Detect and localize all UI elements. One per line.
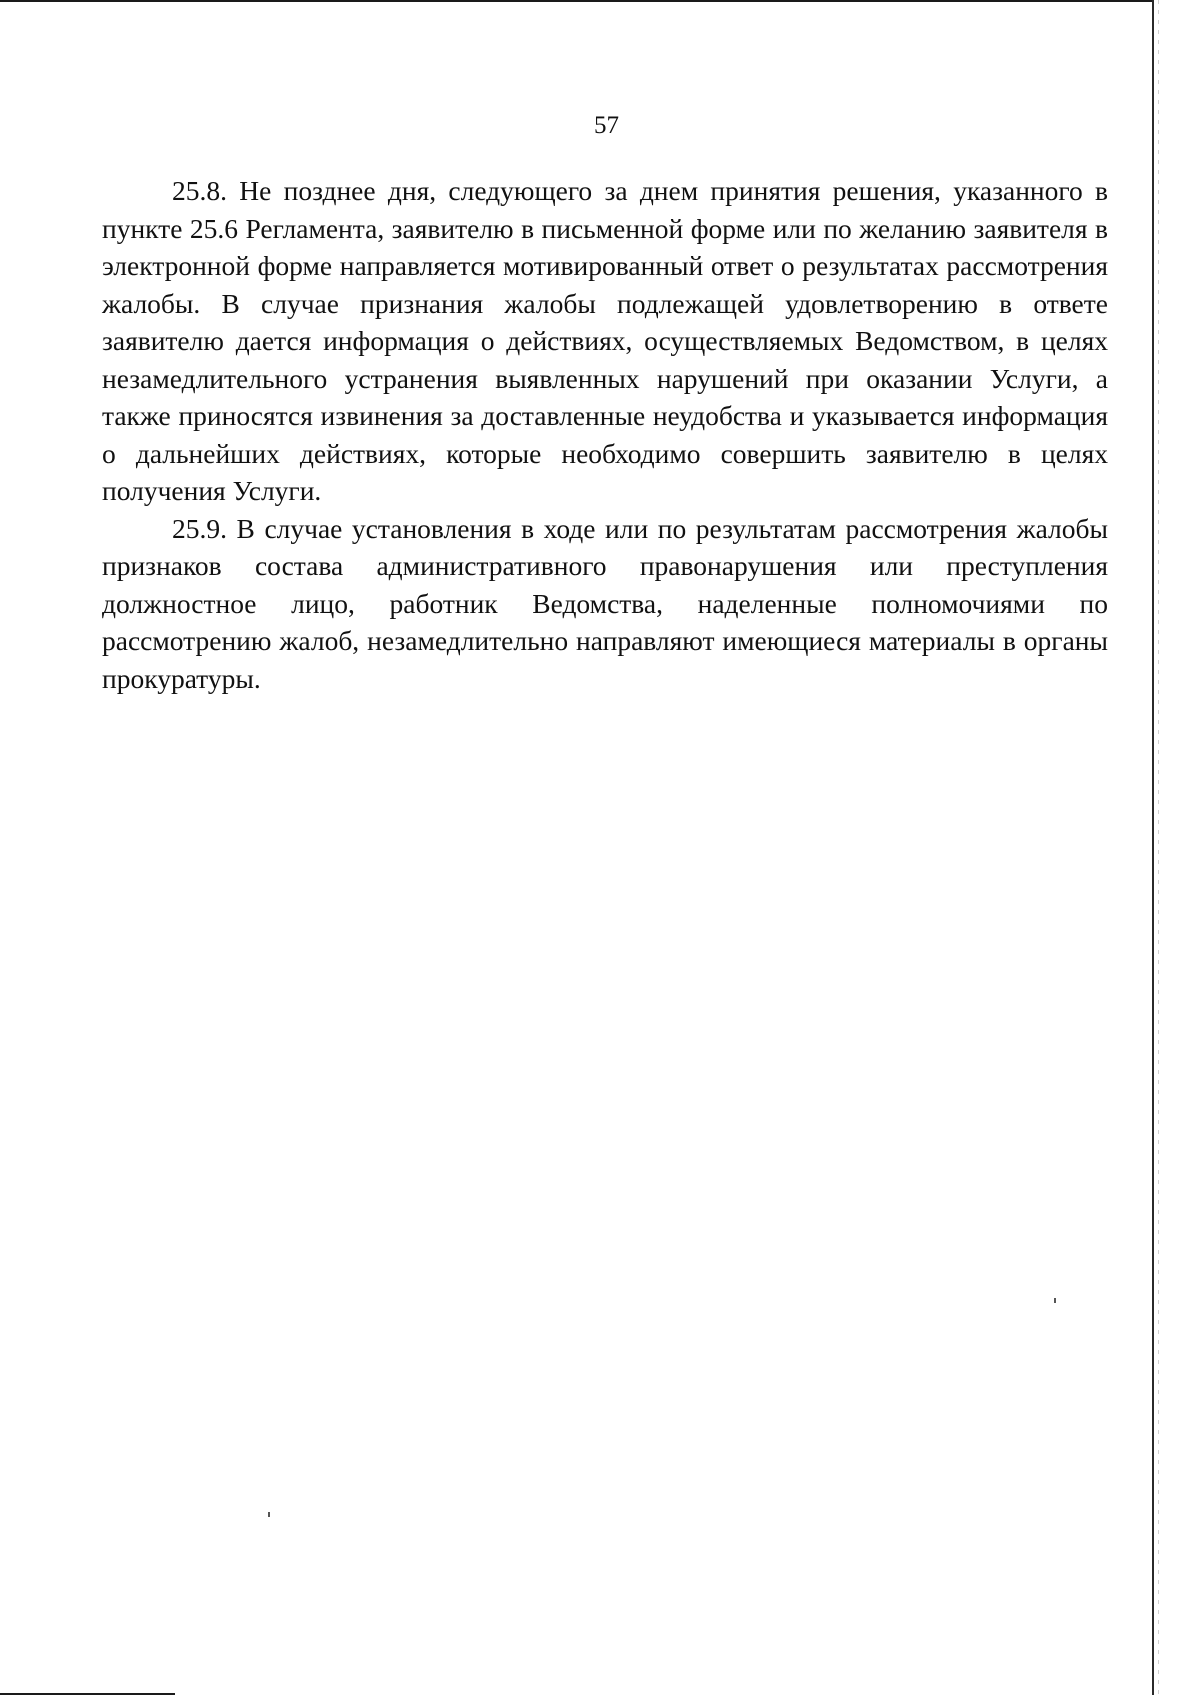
paragraph-25-8: 25.8. Не позднее дня, следующего за днем принятия решения, указанного в пункте 25.6 Регламента, заявителю в письменной форме или по желанию заявителя в электронной форме направляется мотивированный ответ о результатах рассмотрения жалобы. В случае признания жалобы подлежащей удовлетворению в ответе заявителю дается информация о действиях, осуществляемых Ведомством, в целях незамедлительного устранения выявленных нарушений при оказании Услуги, а также приносятся извинения за доставленные неудобства и указывается информация о дальнейших действиях, которые необходимо совершить заявителю в целях получения Услуги. (102, 175, 1108, 506)
scan-border-right (1152, 0, 1154, 1695)
scan-border-top (0, 0, 1152, 2)
paragraph-25-9: 25.9. В случае установления в ходе или по результатам рассмотрения жалобы признаков состава административного правонарушения или преступления должностное лицо, работник Ведомства, наделенные полномочиями по рассмотрению жалоб, незамедлительно направляют имеющиеся материалы в органы прокуратуры. (102, 512, 1108, 694)
scan-speck (1054, 1298, 1056, 1303)
scan-speck (268, 1512, 270, 1517)
page-number: 57 (594, 112, 619, 139)
scan-border-right-faint (1158, 0, 1159, 1695)
document-body (102, 172, 1108, 697)
